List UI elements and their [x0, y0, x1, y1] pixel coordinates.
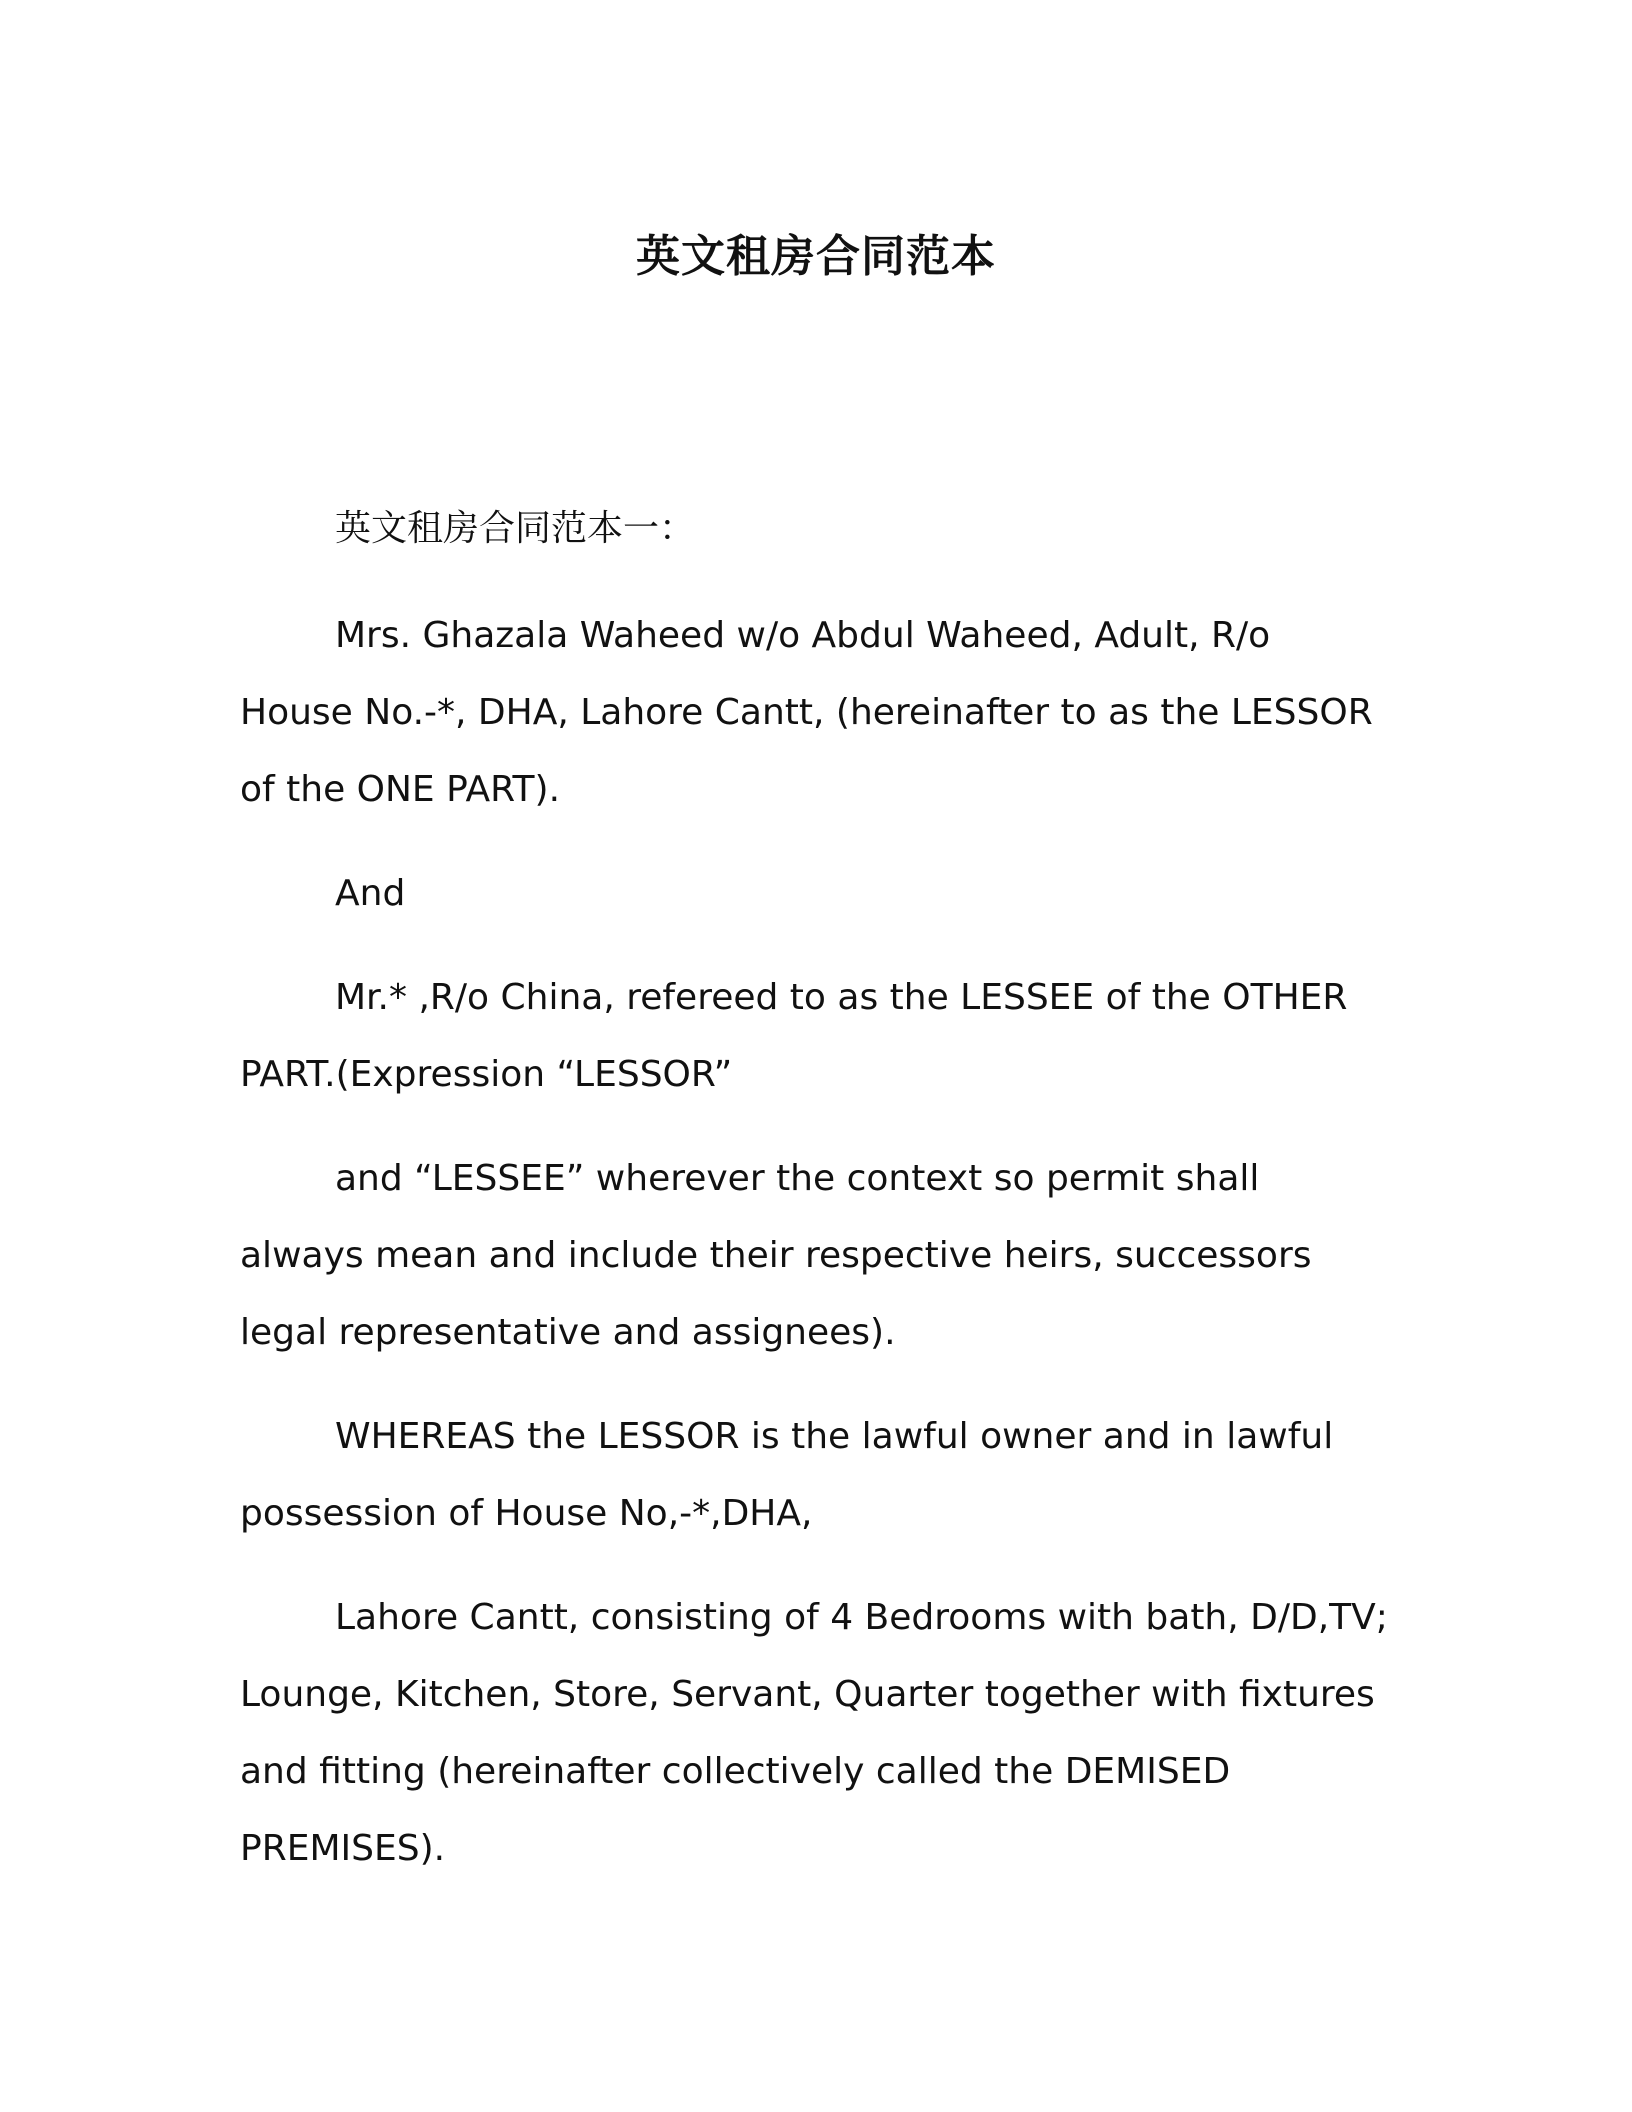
- section-heading: 英文租房合同范本一：: [335, 508, 696, 549]
- document-body: [240, 490, 1390, 1914]
- paragraph-expression: and “LESSEE” wherever the context so permit shall always mean and include their respective heirs, successors legal representative and assignees).: [240, 1158, 1312, 1353]
- paragraph-whereas: WHEREAS the LESSOR is the lawful owner and in lawful possession of House No,-*,DHA,: [240, 1416, 1334, 1534]
- document-title: 英文租房合同范本: [636, 231, 996, 282]
- paragraph-lessee: Mr.* ,R/o China, refereed to as the LESSEE of the OTHER PART.(Expression “LESSOR”: [240, 977, 1348, 1095]
- paragraph-lessor: Mrs. Ghazala Waheed w/o Abdul Waheed, Adult, R/o House No.-*, DHA, Lahore Cantt, (hereinafter to as the LESSOR of the ONE PART).: [240, 615, 1373, 810]
- paragraph-premises: Lahore Cantt, consisting of 4 Bedrooms with bath, D/D,TV; Lounge, Kitchen, Store, Servant, Quarter together with fixtures and fitting (hereinafter collectively called the DEMISED PREMISES).: [240, 1597, 1388, 1869]
- paragraph-and: And: [335, 873, 406, 914]
